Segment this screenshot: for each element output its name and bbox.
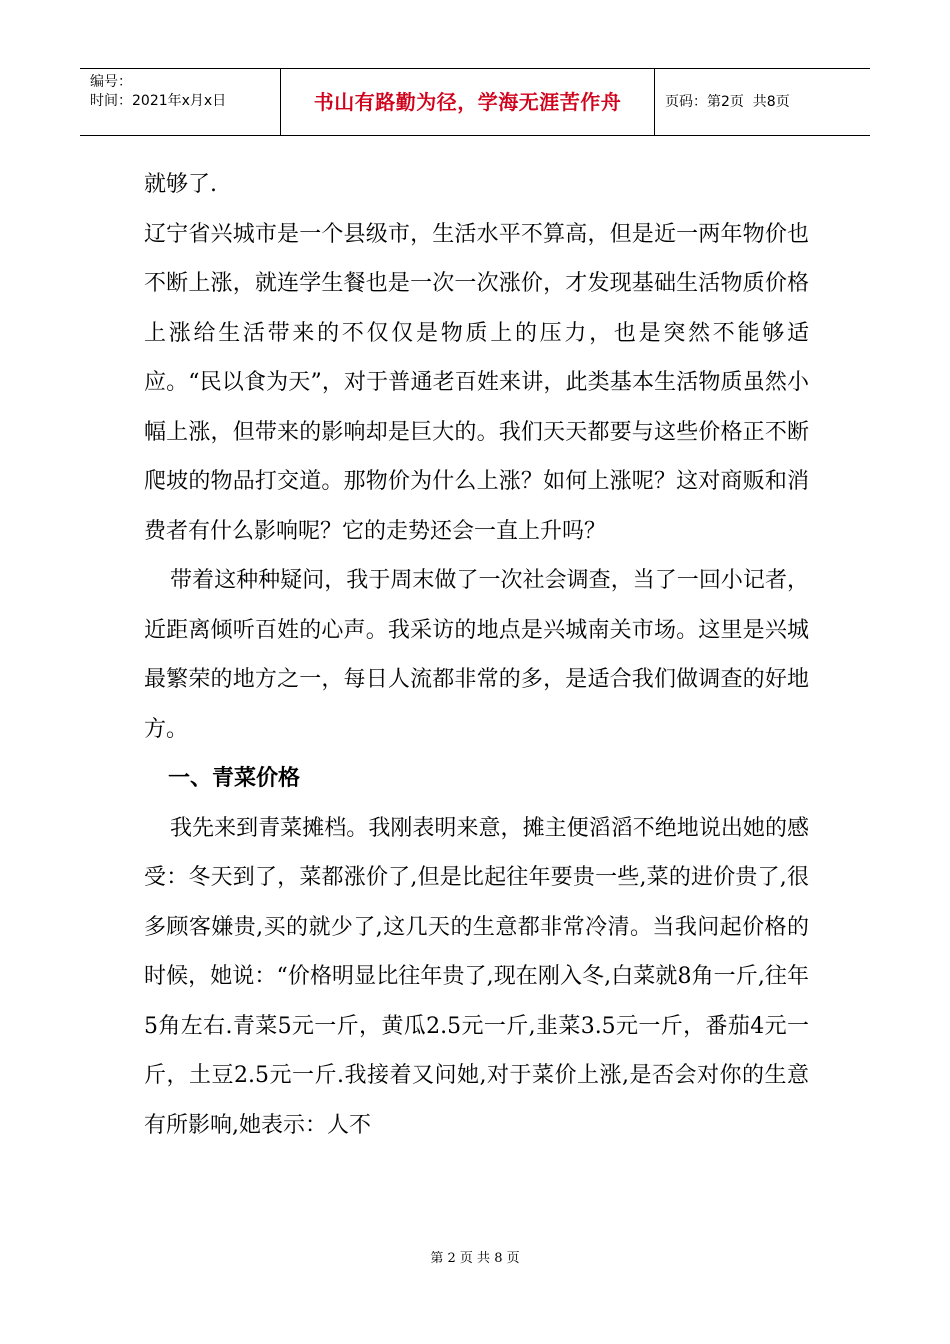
paragraph-vegetable-stall: 我先来到青菜摊档。我刚表明来意，摊主便滔滔不绝地说出她的感受：冬天到了，菜都涨价了,但是比起往年要贵一些,菜的进价贵了,很多顾客嫌贵,买的就少了,这几天的生意都非常冷清。当我问起价格的时候，她说：“价格明显比往年贵了,现在刚入冬,白菜就8角一斤,往年5角左右.青菜5元一斤，黄瓜2.5元一斤,韭菜3.5元一斤，番茄4元一斤，土豆2.5元一斤.我接着又问她,对于菜价上涨,是否会对你的生意有所影响,她表示：人不	[144, 815, 809, 1138]
page-header	[80, 68, 870, 136]
section-heading-vegetable-prices: 一、青菜价格	[168, 766, 301, 791]
header-motto: 书山有路勤为径，学海无涯苦作舟	[281, 69, 655, 135]
document-number-label: 编号：	[90, 74, 132, 90]
page-footer: 第 2 页 共 8 页	[430, 1251, 520, 1266]
paragraph-continuation: 就够了.	[144, 172, 217, 197]
paragraph-intro: 辽宁省兴城市是一个县级市，生活水平不算高，但是近一两年物价也不断上涨，就连学生餐也是一次一次涨价，才发现基础生活物质价格上涨给生活带来的不仅仅是物质上的压力，也是突然不能够适应。“民以食为天”，对于普通老百姓来讲，此类基本生活物质虽然小幅上涨，但带来的影响却是巨大的。我们天天都要与这些价格正不断爬坡的物品打交道。那物价为什么上涨？如何上涨呢？这对商贩和消费者有什么影响呢？它的走势还会一直上升吗？	[144, 221, 809, 544]
header-page-info: 页码：第2页 共8页	[665, 94, 790, 110]
document-date: 时间：2021年x月x日	[90, 93, 227, 109]
document-body	[144, 160, 809, 1150]
paragraph-survey: 带着这种种疑问，我于周末做了一次社会调查，当了一回小记者，近距离倾听百姓的心声。我采访的地点是兴城南关市场。这里是兴城最繁荣的地方之一，每日人流都非常的多，是适合我们做调查的好地方。	[144, 568, 809, 742]
header-meta-cell	[80, 69, 281, 135]
